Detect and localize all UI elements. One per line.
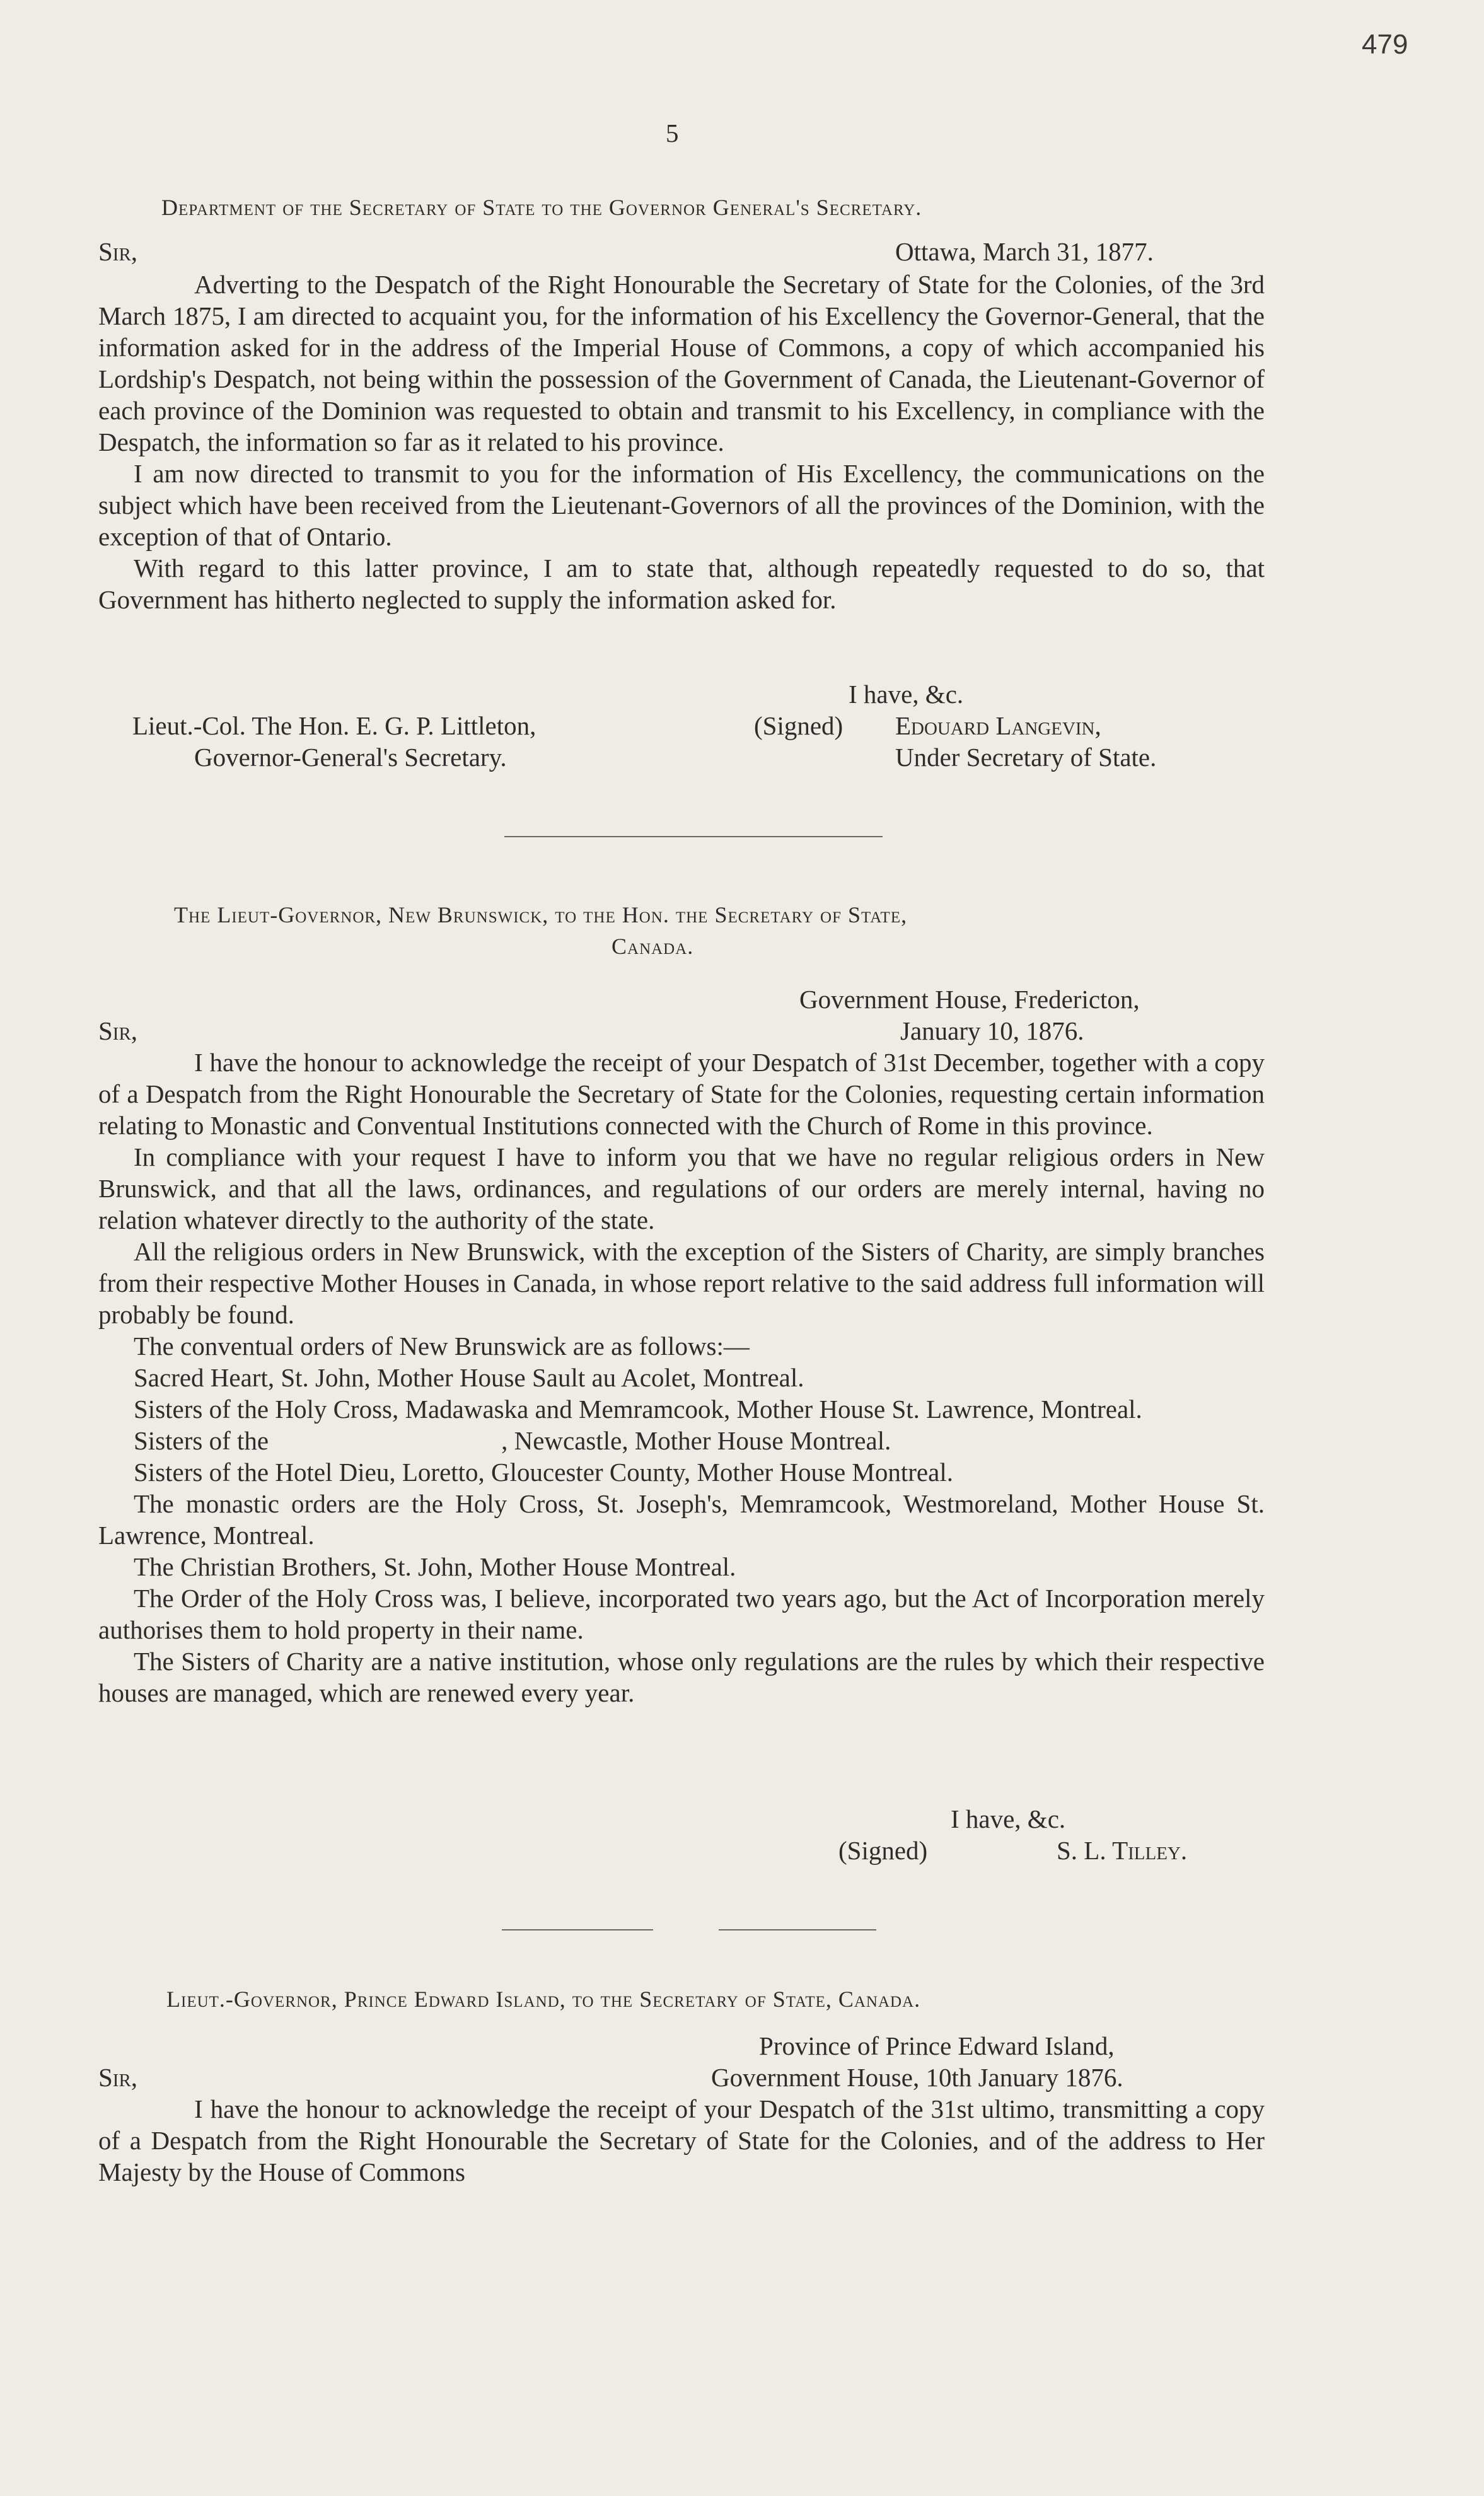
letter1-signed: (Signed) [754, 711, 843, 740]
letter1-paragraph: With regard to this latter province, I am to state that, although repeatedly requested to do so, that Government has hitherto neglected to supply the information asked for. [98, 554, 1265, 614]
section-divider [719, 1929, 876, 1930]
section-number: 5 [666, 119, 679, 148]
letter1-place-date: Ottawa, March 31, 1877. [895, 237, 1154, 266]
letter1-signer-title: Under Secretary of State. [895, 743, 1157, 772]
letter3-paragraph: I have the honour to acknowledge the receipt of your Despatch of the 31st ultimo, transmitting a copy of a Despatch from the Right Honourable the Secretary of State for the Colonies, and of the address to Her Majesty by the House of Commons [98, 2094, 1265, 2186]
letter1-body [98, 269, 1265, 615]
page-number: 479 [1362, 29, 1408, 60]
letter1-paragraph: I am now directed to transmit to you for the information of His Excellency, the communications on the subject which have been received from the Lieutenant-Governors of all the provinces of the Dominion, with the exception of that of Ontario. [98, 459, 1265, 551]
letter1-signer-name: Edouard Langevin, [895, 711, 1101, 740]
letter2-heading: The Lieut-Governor, New Brunswick, to the Hon. the Secretary of State, [174, 902, 908, 927]
letter2-paragraph: The monastic orders are the Holy Cross, St. Joseph's, Memramcook, Westmoreland, Mother House St. Lawrence, Montreal. [98, 1489, 1265, 1550]
letter2-paragraph: Sisters of the , Newcastle, Mother House Montreal. [134, 1426, 891, 1455]
letter2-paragraph: I have the honour to acknowledge the receipt of your Despatch of 31st December, together with a copy of a Despatch from the Right Honourable the Secretary of State for the Colonies, requesting certain information relating to Monastic and Conventual Institutions connected with the Church of Rome in this province. [98, 1048, 1265, 1140]
letter1-addressee-title: Governor-General's Secretary. [194, 743, 507, 772]
letter2-paragraph: In compliance with your request I have to inform you that we have no regular religious orders in New Brunswick, and that all the laws, ordinances, and regulations of our orders are merely internal, having no relation whatever directly to the authority of the state. [98, 1142, 1265, 1234]
letter2-place: Government House, Fredericton, [799, 985, 1140, 1014]
letter2-signed: (Signed) [838, 1836, 928, 1865]
section-divider [502, 1929, 653, 1930]
letter1-closing: I have, &c. [849, 680, 964, 709]
letter1-addressee: Lieut.-Col. The Hon. E. G. P. Littleton, [132, 711, 536, 740]
letter2-paragraph: Sisters of the Hotel Dieu, Loretto, Gloucester County, Mother House Montreal. [134, 1458, 953, 1487]
letter2-body [98, 1047, 1265, 1709]
letter2-paragraph: The Sisters of Charity are a native institution, whose only regulations are the rules by which their respective houses are managed, which are renewed every year. [98, 1647, 1265, 1707]
letter2-signer-name: S. L. Tilley. [1057, 1836, 1188, 1865]
letter1-paragraph: Adverting to the Despatch of the Right Honourable the Secretary of State for the Colonies, of the 3rd March 1875, I am directed to acquaint you, for the information of his Excellency the Governor-General, that the information asked for in the address of the Imperial House of Commons, a copy of which accompanied his Lordship's Despatch, not being within the possession of the Government of Canada, the Lieutenant-Governor of each province of the Dominion was requested to obtain and transmit to his Excellency, in compliance with the Despatch, the information so far as it related to his province. [98, 270, 1265, 456]
letter2-heading-line2: Canada. [612, 934, 694, 959]
letter2-paragraph: The Christian Brothers, St. John, Mother House Montreal. [134, 1552, 736, 1581]
letter3-place-date: Government House, 10th January 1876. [711, 2063, 1123, 2092]
letter2-paragraph: Sacred Heart, St. John, Mother House Sault au Acolet, Montreal. [134, 1363, 804, 1392]
letter2-paragraph: Sisters of the Holy Cross, Madawaska and Memramcook, Mother House St. Lawrence, Montreal. [134, 1395, 1142, 1424]
letter2-paragraph: The Order of the Holy Cross was, I believe, incorporated two years ago, but the Act of Incorporation merely authorises them to hold property in their name. [98, 1584, 1265, 1644]
letter2-date: January 10, 1876. [900, 1016, 1084, 1045]
letter2-salutation: Sir, [98, 1016, 138, 1045]
section-divider [504, 836, 883, 837]
letter3-heading: Lieut.-Governor, Prince Edward Island, to the Secretary of State, Canada. [166, 1987, 921, 2012]
letter1-heading: Department of the Secretary of State to the Governor General's Secretary. [161, 195, 922, 220]
letter1-salutation: Sir, [98, 237, 138, 266]
letter3-salutation: Sir, [98, 2063, 138, 2092]
letter3-body [98, 2093, 1265, 2188]
letter2-paragraph: All the religious orders in New Brunswick, with the exception of the Sisters of Charity, are simply branches from their respective Mother Houses in Canada, in whose report relative to the said address full information will probably be found. [98, 1237, 1265, 1329]
letter2-paragraph: The conventual orders of New Brunswick are as follows:— [134, 1332, 750, 1361]
letter2-closing: I have, &c. [951, 1804, 1066, 1833]
letter3-place: Province of Prince Edward Island, [759, 2031, 1115, 2060]
